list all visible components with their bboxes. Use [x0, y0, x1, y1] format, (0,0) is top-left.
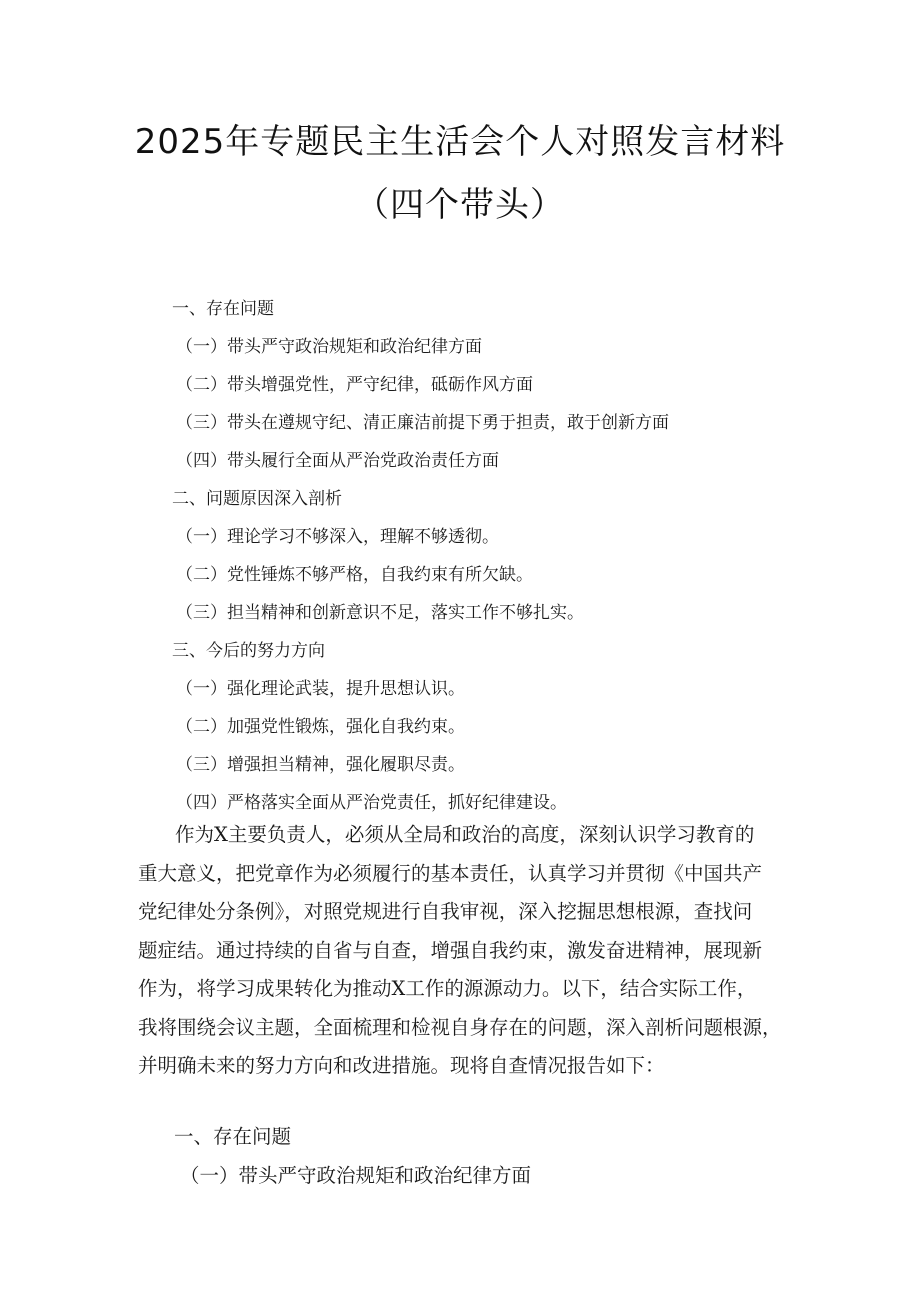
outline-item: （二）党性锤炼不够严格，自我约束有所欠缺。: [176, 565, 533, 585]
outline-item: （四）严格落实全面从严治党责任，抓好纪律建设。: [176, 793, 567, 813]
paragraph-line: 党纪律处分条例》，对照党规进行自我审视，深入挖掘思想根源，查找问: [138, 900, 753, 923]
paragraph-line: 题症结。通过持续的自省与自查，增强自我约束，激发奋进精神，展现新: [138, 938, 763, 962]
outline-item: 一、存在问题: [172, 299, 274, 319]
outline-item: （三）增强担当精神，强化履职尽责。: [176, 755, 465, 775]
outline-item: （四）带头履行全面从严治党政治责任方面: [176, 451, 499, 471]
section-subheading: （一）带头严守政治规矩和政治纪律方面: [180, 1164, 532, 1187]
paragraph-line: 作为X主要负责人，必须从全局和政治的高度，深刻认识学习教育的: [175, 823, 755, 846]
outline-item: （一）理论学习不够深入，理解不够透彻。: [176, 527, 499, 547]
outline-item: （三）带头在遵规守纪、清正廉洁前提下勇于担责，敢于创新方面: [176, 413, 669, 433]
outline-item: 三、今后的努力方向: [172, 641, 325, 661]
paragraph-line: 并明确未来的努力方向和改进措施。现将自查情况报告如下：: [138, 1054, 665, 1077]
outline-item: （二）加强党性锻炼，强化自我约束。: [176, 717, 465, 737]
intro-paragraph: [138, 820, 808, 1090]
outline-item: 二、问题原因深入剖析: [172, 489, 342, 509]
document-subtitle: （四个带头）: [355, 185, 565, 225]
section-heading: 一、存在问题: [174, 1125, 292, 1148]
document-title: 2025年专题民主生活会个人对照发言材料: [134, 122, 786, 162]
outline-item: （一）强化理论武装，提升思想认识。: [176, 679, 465, 699]
outline-list: [172, 295, 669, 827]
paragraph-line: 作为，将学习成果转化为推动X工作的源源动力。以下，结合实际工作，: [138, 977, 757, 1000]
paragraph-line: 重大意义，把党章作为必须履行的基本责任，认真学习并贯彻《中国共产: [138, 861, 763, 885]
outline-item: （三）担当精神和创新意识不足，落实工作不够扎实。: [176, 603, 584, 623]
outline-item: （一）带头严守政治规矩和政治纪律方面: [176, 337, 482, 357]
outline-item: （二）带头增强党性，严守纪律，砥砺作风方面: [176, 375, 533, 395]
paragraph-line: 我将围绕会议主题，全面梳理和检视自身存在的问题，深入剖析问题根源，: [138, 1015, 782, 1039]
